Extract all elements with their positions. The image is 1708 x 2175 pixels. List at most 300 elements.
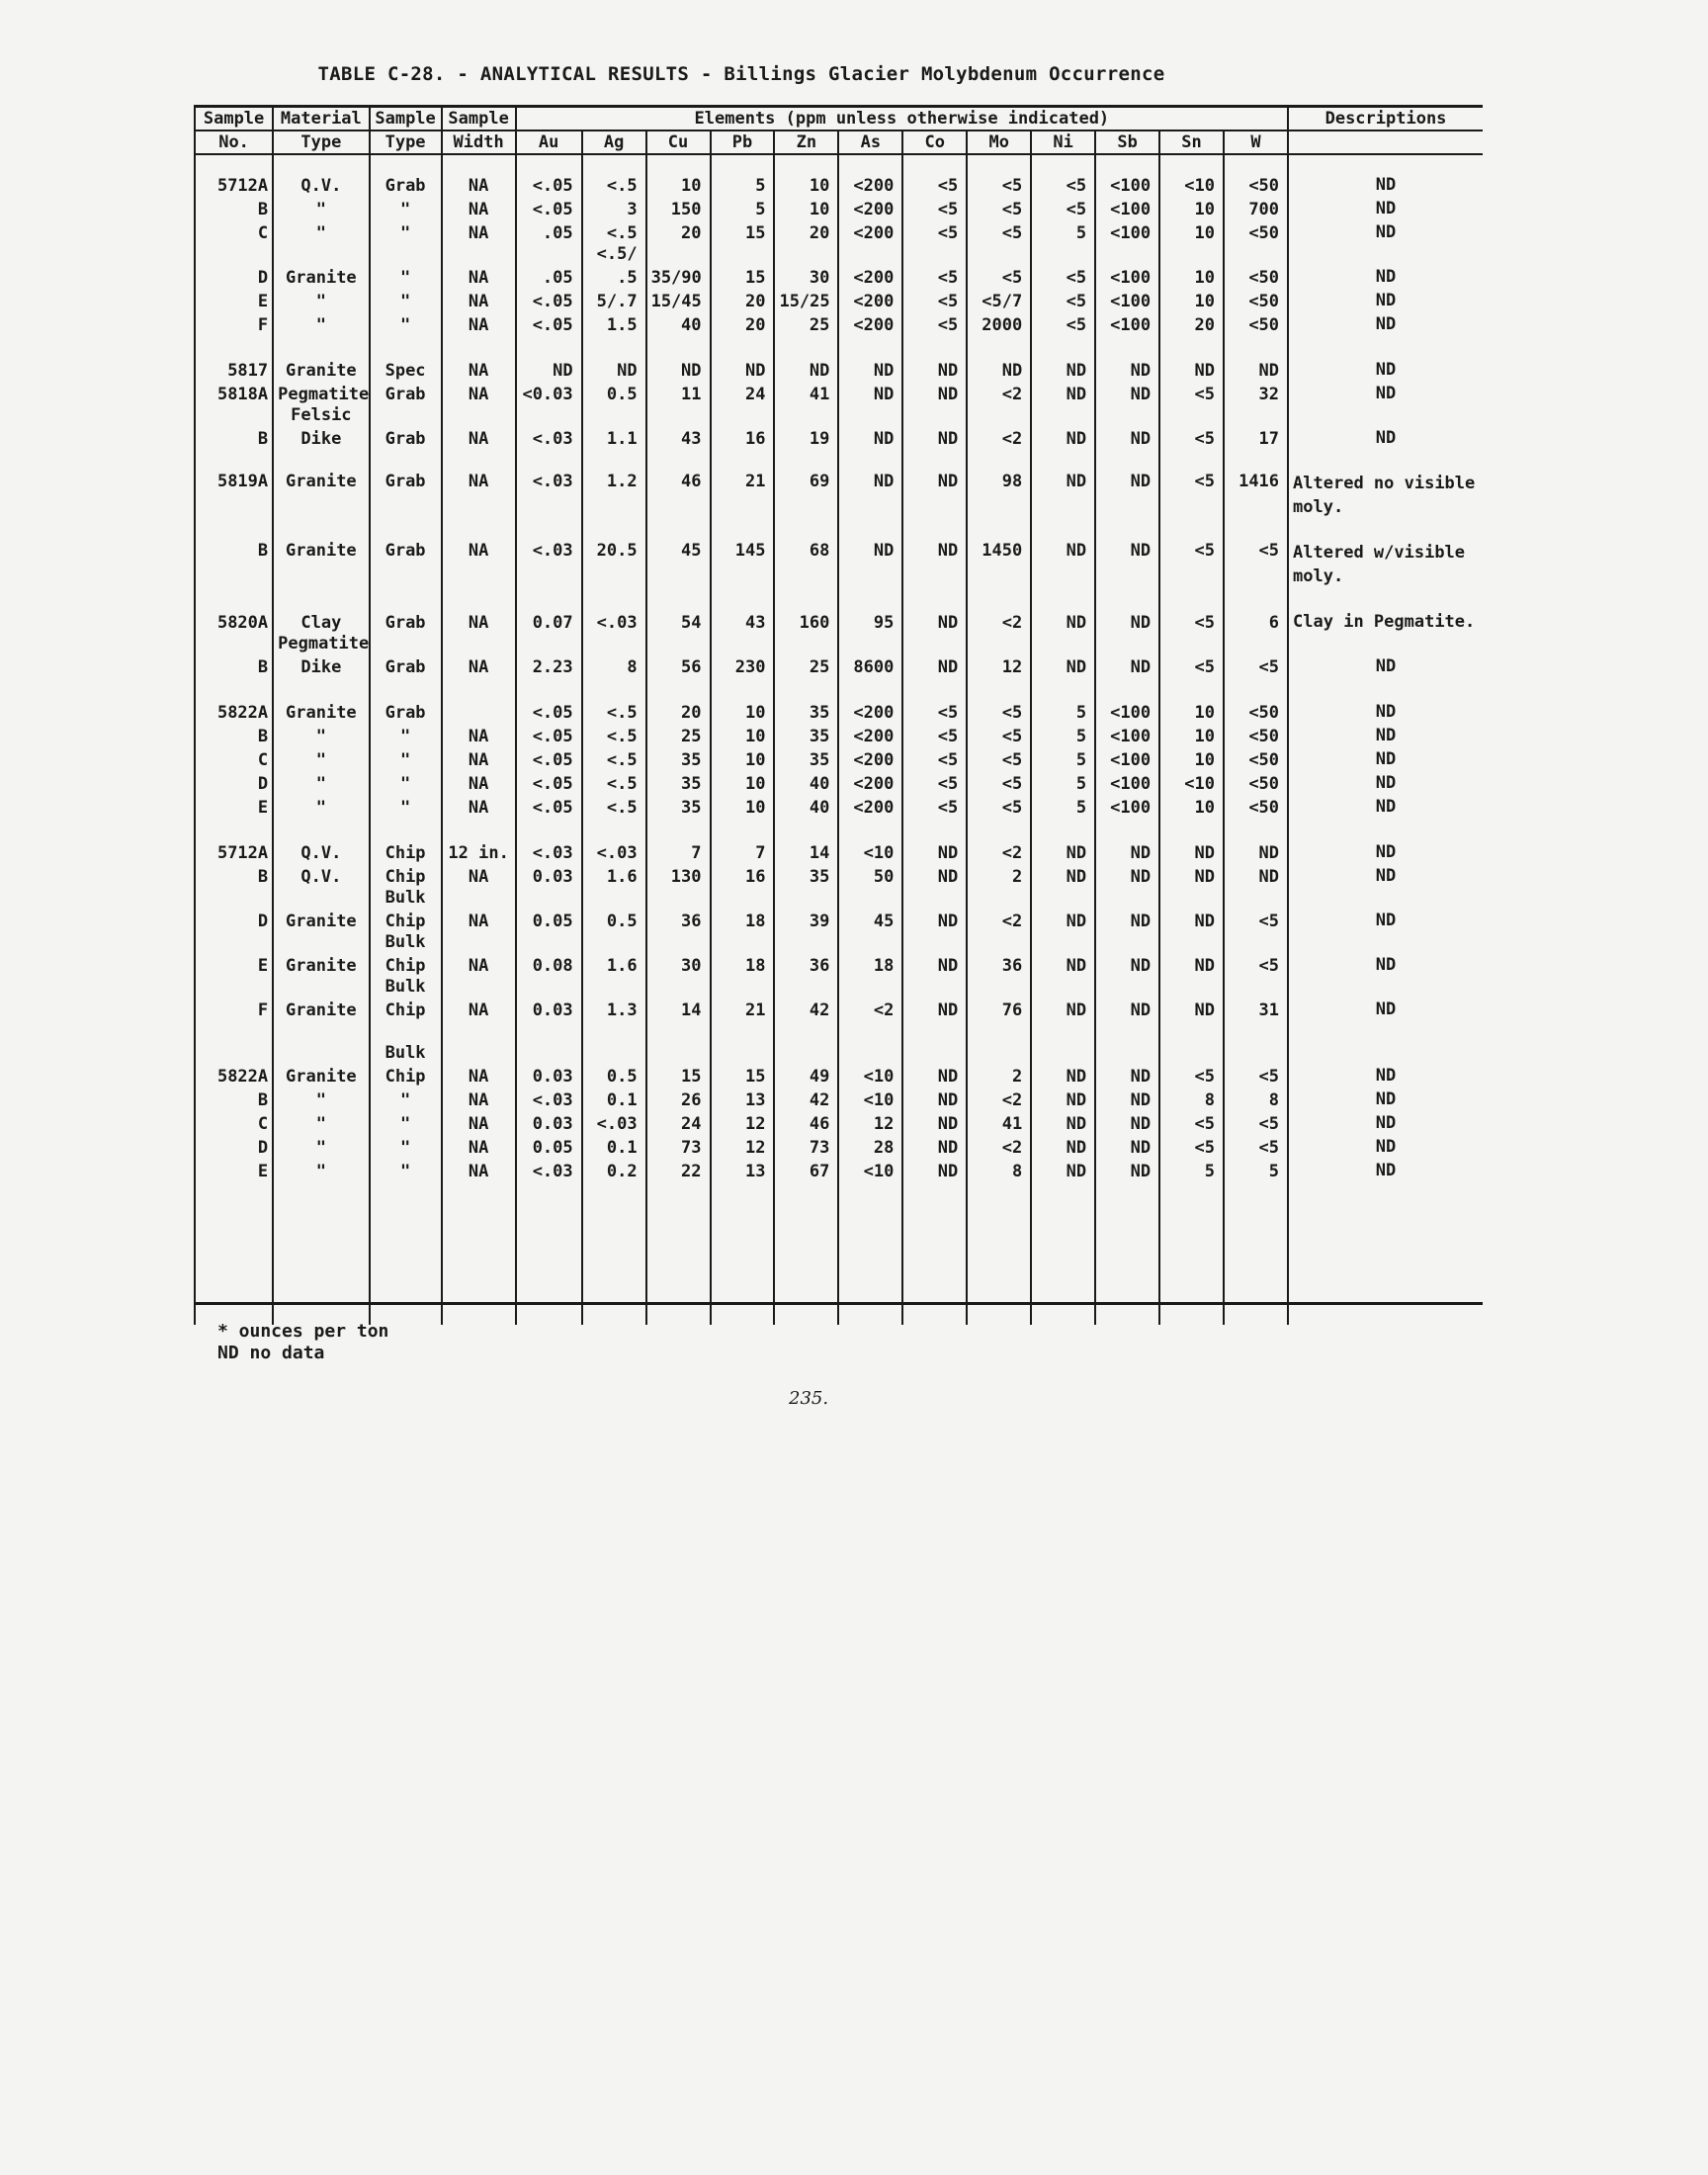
cell-sample-width: NA	[442, 864, 516, 888]
cell-sample-no: F	[195, 312, 273, 336]
cell-pb: 13	[711, 1159, 775, 1182]
spacer-cell	[646, 336, 711, 358]
cell-description: Clay in Pegmatite.	[1288, 610, 1483, 634]
cell-sample-type: Grab	[370, 541, 442, 588]
cell-mo: <5	[967, 173, 1031, 197]
cell-ag: 0.5	[582, 909, 646, 932]
cell-material-type: "	[273, 771, 369, 795]
cell-sample-type: Chip	[370, 998, 442, 1021]
cell-description: ND	[1288, 1135, 1483, 1159]
cell-as: <200	[838, 795, 902, 819]
spacer-cell	[1288, 678, 1483, 700]
cell-mo	[967, 244, 1031, 265]
cell-description: ND	[1288, 289, 1483, 312]
spacer-cell	[370, 450, 442, 472]
spacer-cell	[902, 678, 967, 700]
table-row	[195, 840, 1483, 864]
spacer-cell	[711, 154, 775, 173]
table-row	[195, 654, 1483, 678]
cell-sample-no	[195, 405, 273, 426]
cell-sb: <100	[1095, 795, 1159, 819]
cell-sample-no	[195, 932, 273, 953]
cell-sample-no: 5822A	[195, 1064, 273, 1088]
header-element-mo: Mo	[967, 130, 1031, 154]
spacer-cell	[273, 154, 369, 173]
spacer-cell	[273, 678, 369, 700]
spacer-cell	[442, 1021, 516, 1043]
table-row	[195, 909, 1483, 932]
cell-pb: 230	[711, 654, 775, 678]
cell-sample-type: "	[370, 1111, 442, 1135]
table-row	[195, 888, 1483, 909]
cell-sample-width: NA	[442, 998, 516, 1021]
cell-pb	[711, 932, 775, 953]
cell-co: ND	[902, 610, 967, 634]
cell-w: <50	[1224, 747, 1288, 771]
header-descriptions-blank	[1288, 130, 1483, 154]
analytical-results-table-frame	[194, 105, 1483, 1305]
cell-as: <10	[838, 1159, 902, 1182]
cell-description: ND	[1288, 382, 1483, 405]
cell-as: <10	[838, 1088, 902, 1111]
cell-co: <5	[902, 220, 967, 244]
spacer-cell	[1095, 678, 1159, 700]
spacer-cell	[1095, 154, 1159, 173]
cell-sb: <100	[1095, 747, 1159, 771]
spacer-cell	[774, 336, 838, 358]
cell-sb: ND	[1095, 472, 1159, 519]
cell-as: 12	[838, 1111, 902, 1135]
cell-pb	[711, 244, 775, 265]
cell-sample-type: Grab	[370, 382, 442, 405]
cell-mo: <5	[967, 795, 1031, 819]
cell-sample-type	[370, 634, 442, 654]
analytical-results-table	[194, 108, 1483, 1325]
table-row	[195, 197, 1483, 220]
cell-cu: 7	[646, 840, 711, 864]
spacer-row	[195, 819, 1483, 840]
cell-sn: ND	[1159, 358, 1224, 382]
cell-ag: <.5	[582, 795, 646, 819]
cell-mo: 41	[967, 1111, 1031, 1135]
spacer-cell	[1159, 450, 1224, 472]
cell-ag: <.03	[582, 610, 646, 634]
spacer-cell	[1224, 336, 1288, 358]
cell-mo: 12	[967, 654, 1031, 678]
cell-co: <5	[902, 265, 967, 289]
cell-ag: .5	[582, 265, 646, 289]
cell-co	[902, 405, 967, 426]
cell-material-type: "	[273, 1159, 369, 1182]
spacer-cell	[1031, 1021, 1095, 1043]
cell-sample-width: NA	[442, 1159, 516, 1182]
cell-ni: <5	[1031, 312, 1095, 336]
cell-ni: ND	[1031, 610, 1095, 634]
spacer-cell	[273, 588, 369, 610]
cell-sb: ND	[1095, 541, 1159, 588]
spacer-cell	[1224, 1182, 1288, 1325]
header-descriptions: Descriptions	[1288, 108, 1483, 130]
spacer-cell	[646, 450, 711, 472]
cell-sample-no: E	[195, 1159, 273, 1182]
cell-sn: 20	[1159, 312, 1224, 336]
cell-sample-type: "	[370, 724, 442, 747]
table-row	[195, 634, 1483, 654]
cell-cu: 20	[646, 220, 711, 244]
header-element-cu: Cu	[646, 130, 711, 154]
cell-ni	[1031, 977, 1095, 998]
cell-sample-type: "	[370, 1135, 442, 1159]
spacer-cell	[582, 678, 646, 700]
cell-description: ND	[1288, 265, 1483, 289]
table-row	[195, 932, 1483, 953]
cell-au	[516, 1043, 582, 1064]
cell-cu: 15	[646, 1064, 711, 1088]
cell-co: ND	[902, 1135, 967, 1159]
cell-w: <5	[1224, 654, 1288, 678]
cell-au: 0.03	[516, 864, 582, 888]
cell-sample-width	[442, 888, 516, 909]
cell-sn: <5	[1159, 1111, 1224, 1135]
cell-cu: 54	[646, 610, 711, 634]
cell-description	[1288, 244, 1483, 265]
cell-au: .05	[516, 265, 582, 289]
cell-mo: <2	[967, 909, 1031, 932]
cell-sample-type: Bulk	[370, 1043, 442, 1064]
spacer-cell	[774, 588, 838, 610]
cell-sb: <100	[1095, 220, 1159, 244]
header-sample-type-1: Sample	[370, 108, 442, 130]
cell-sn	[1159, 1043, 1224, 1064]
cell-pb: 20	[711, 289, 775, 312]
cell-zn: 49	[774, 1064, 838, 1088]
cell-sample-no: C	[195, 1111, 273, 1135]
cell-pb: 7	[711, 840, 775, 864]
cell-w: ND	[1224, 864, 1288, 888]
spacer-cell	[442, 678, 516, 700]
cell-material-type	[273, 244, 369, 265]
spacer-cell	[1159, 588, 1224, 610]
table-row	[195, 795, 1483, 819]
spacer-cell	[838, 1021, 902, 1043]
spacer-cell	[442, 450, 516, 472]
cell-zn: 35	[774, 864, 838, 888]
cell-sample-width	[442, 244, 516, 265]
cell-cu: 10	[646, 173, 711, 197]
cell-sn: <10	[1159, 771, 1224, 795]
cell-sn: ND	[1159, 909, 1224, 932]
cell-ni: ND	[1031, 1135, 1095, 1159]
cell-pb: 18	[711, 953, 775, 977]
cell-sn: ND	[1159, 840, 1224, 864]
spacer-cell	[370, 1021, 442, 1043]
cell-sample-type: "	[370, 1088, 442, 1111]
cell-sample-width: NA	[442, 654, 516, 678]
cell-cu: 26	[646, 1088, 711, 1111]
cell-w: ND	[1224, 358, 1288, 382]
spacer-cell	[1224, 819, 1288, 840]
cell-sn: ND	[1159, 998, 1224, 1021]
table-row	[195, 771, 1483, 795]
header-element-w: W	[1224, 130, 1288, 154]
cell-mo: <2	[967, 840, 1031, 864]
cell-w: <50	[1224, 771, 1288, 795]
cell-pb: 21	[711, 998, 775, 1021]
cell-sample-no	[195, 1043, 273, 1064]
cell-sb: ND	[1095, 953, 1159, 977]
spacer-cell	[516, 519, 582, 541]
cell-as: 8600	[838, 654, 902, 678]
spacer-cell	[1031, 154, 1095, 173]
cell-sb: <100	[1095, 700, 1159, 724]
cell-sb: ND	[1095, 610, 1159, 634]
cell-ag	[582, 1043, 646, 1064]
spacer-cell	[370, 588, 442, 610]
cell-sample-no: C	[195, 747, 273, 771]
cell-sample-type: Bulk	[370, 888, 442, 909]
cell-description: ND	[1288, 1088, 1483, 1111]
cell-au: <.05	[516, 795, 582, 819]
cell-au: <.05	[516, 312, 582, 336]
cell-zn	[774, 634, 838, 654]
table-row	[195, 977, 1483, 998]
cell-zn: 35	[774, 700, 838, 724]
cell-sn: <5	[1159, 541, 1224, 588]
cell-pb: 5	[711, 197, 775, 220]
spacer-cell	[1288, 1182, 1483, 1325]
cell-as: <10	[838, 1064, 902, 1088]
cell-cu: 56	[646, 654, 711, 678]
spacer-cell	[1159, 1182, 1224, 1325]
cell-as: ND	[838, 426, 902, 450]
spacer-cell	[516, 1021, 582, 1043]
cell-ag: <.5	[582, 220, 646, 244]
cell-ag: <.03	[582, 840, 646, 864]
cell-sample-no: B	[195, 654, 273, 678]
cell-w: <50	[1224, 795, 1288, 819]
cell-w: 1416	[1224, 472, 1288, 519]
cell-cu: 15/45	[646, 289, 711, 312]
table-row	[195, 1159, 1483, 1182]
cell-sample-width: NA	[442, 747, 516, 771]
cell-mo: <2	[967, 1088, 1031, 1111]
cell-w: 17	[1224, 426, 1288, 450]
spacer-cell	[1159, 336, 1224, 358]
cell-sample-type: Bulk	[370, 977, 442, 998]
cell-co: <5	[902, 173, 967, 197]
cell-cu	[646, 405, 711, 426]
cell-sample-type	[370, 405, 442, 426]
cell-sample-type: "	[370, 1159, 442, 1182]
spacer-cell	[1159, 819, 1224, 840]
cell-sb: ND	[1095, 426, 1159, 450]
cell-sample-type: "	[370, 220, 442, 244]
cell-cu	[646, 1043, 711, 1064]
spacer-cell	[516, 1182, 582, 1325]
spacer-cell	[582, 336, 646, 358]
spacer-row	[195, 678, 1483, 700]
cell-as: 95	[838, 610, 902, 634]
cell-mo: <5	[967, 197, 1031, 220]
spacer-cell	[1224, 154, 1288, 173]
cell-sn	[1159, 888, 1224, 909]
spacer-cell	[774, 1182, 838, 1325]
table-row	[195, 541, 1483, 588]
cell-w: <5	[1224, 953, 1288, 977]
header-material-type-1: Material	[273, 108, 369, 130]
cell-mo: <5/7	[967, 289, 1031, 312]
cell-au: <.05	[516, 747, 582, 771]
spacer-cell	[838, 519, 902, 541]
cell-pb: 43	[711, 610, 775, 634]
cell-ni: ND	[1031, 1088, 1095, 1111]
cell-sample-no: B	[195, 724, 273, 747]
cell-mo: ND	[967, 358, 1031, 382]
cell-sample-no: 5820A	[195, 610, 273, 634]
cell-au: 0.03	[516, 998, 582, 1021]
cell-as: <200	[838, 289, 902, 312]
table-body	[195, 154, 1483, 1325]
cell-sb: ND	[1095, 864, 1159, 888]
spacer-cell	[711, 819, 775, 840]
cell-as: <2	[838, 998, 902, 1021]
cell-pb	[711, 634, 775, 654]
cell-sn: 10	[1159, 220, 1224, 244]
cell-w: <5	[1224, 1111, 1288, 1135]
cell-as	[838, 405, 902, 426]
cell-sample-width: NA	[442, 220, 516, 244]
cell-pb	[711, 1043, 775, 1064]
cell-co: <5	[902, 771, 967, 795]
cell-sb: <100	[1095, 312, 1159, 336]
spacer-cell	[838, 588, 902, 610]
spacer-cell	[902, 1021, 967, 1043]
cell-pb: 10	[711, 771, 775, 795]
cell-cu: 35	[646, 795, 711, 819]
cell-material-type: Granite	[273, 472, 369, 519]
cell-sb: ND	[1095, 1088, 1159, 1111]
cell-w: 700	[1224, 197, 1288, 220]
cell-sample-no: B	[195, 864, 273, 888]
cell-sample-type: "	[370, 795, 442, 819]
spacer-cell	[582, 819, 646, 840]
cell-w: 32	[1224, 382, 1288, 405]
cell-w	[1224, 1043, 1288, 1064]
spacer-cell	[1095, 336, 1159, 358]
cell-ag	[582, 634, 646, 654]
cell-co: ND	[902, 909, 967, 932]
cell-co: <5	[902, 289, 967, 312]
cell-as: <10	[838, 840, 902, 864]
cell-sn	[1159, 977, 1224, 998]
cell-description	[1288, 977, 1483, 998]
spacer-cell	[646, 519, 711, 541]
cell-as	[838, 932, 902, 953]
page-number: 235.	[789, 1388, 829, 1409]
table-row	[195, 953, 1483, 977]
cell-zn: 14	[774, 840, 838, 864]
cell-au: <.05	[516, 289, 582, 312]
cell-ag	[582, 977, 646, 998]
table-row	[195, 610, 1483, 634]
cell-zn: 73	[774, 1135, 838, 1159]
spacer-cell	[646, 1021, 711, 1043]
spacer-cell	[1224, 519, 1288, 541]
cell-ni: ND	[1031, 909, 1095, 932]
cell-au: 0.03	[516, 1111, 582, 1135]
cell-description: ND	[1288, 795, 1483, 819]
cell-sample-no: B	[195, 541, 273, 588]
cell-mo: 8	[967, 1159, 1031, 1182]
cell-ag: <.5	[582, 724, 646, 747]
cell-zn	[774, 244, 838, 265]
cell-cu: 14	[646, 998, 711, 1021]
cell-pb: 24	[711, 382, 775, 405]
cell-ag: 1.6	[582, 864, 646, 888]
spacer-cell	[1031, 819, 1095, 840]
table-row	[195, 173, 1483, 197]
spacer-cell	[273, 819, 369, 840]
cell-w: <50	[1224, 173, 1288, 197]
header-material-type-2: Type	[273, 130, 369, 154]
table-row	[195, 700, 1483, 724]
cell-mo: <5	[967, 700, 1031, 724]
cell-description	[1288, 634, 1483, 654]
spacer-cell	[370, 678, 442, 700]
spacer-cell	[967, 588, 1031, 610]
spacer-cell	[1095, 1021, 1159, 1043]
cell-description: ND	[1288, 312, 1483, 336]
spacer-cell	[1159, 678, 1224, 700]
cell-sample-width: NA	[442, 472, 516, 519]
spacer-cell	[1224, 678, 1288, 700]
cell-sb	[1095, 888, 1159, 909]
spacer-cell	[195, 336, 273, 358]
spacer-cell	[838, 154, 902, 173]
cell-sample-type: Chip	[370, 909, 442, 932]
spacer-cell	[195, 819, 273, 840]
cell-au: <.03	[516, 472, 582, 519]
cell-material-type: Q.V.	[273, 173, 369, 197]
cell-zn: 30	[774, 265, 838, 289]
spacer-cell	[1031, 336, 1095, 358]
cell-ag: <.5	[582, 771, 646, 795]
spacer-cell	[774, 450, 838, 472]
cell-sample-no: 5819A	[195, 472, 273, 519]
cell-co: ND	[902, 382, 967, 405]
cell-sn: ND	[1159, 864, 1224, 888]
spacer-cell	[516, 819, 582, 840]
cell-as: 45	[838, 909, 902, 932]
cell-zn: 25	[774, 312, 838, 336]
header-element-zn: Zn	[774, 130, 838, 154]
cell-sample-width: NA	[442, 382, 516, 405]
cell-sample-no: 5712A	[195, 173, 273, 197]
cell-sample-no: B	[195, 426, 273, 450]
cell-au: <.03	[516, 1159, 582, 1182]
cell-as: ND	[838, 541, 902, 588]
cell-sample-width	[442, 405, 516, 426]
cell-as: 18	[838, 953, 902, 977]
cell-pb	[711, 405, 775, 426]
cell-description: ND	[1288, 747, 1483, 771]
cell-zn: 19	[774, 426, 838, 450]
spacer-cell	[582, 1021, 646, 1043]
header-elements-group: Elements (ppm unless otherwise indicated)	[516, 108, 1288, 130]
cell-sample-width: 12 in.	[442, 840, 516, 864]
cell-material-type: "	[273, 747, 369, 771]
cell-sn: 8	[1159, 1088, 1224, 1111]
